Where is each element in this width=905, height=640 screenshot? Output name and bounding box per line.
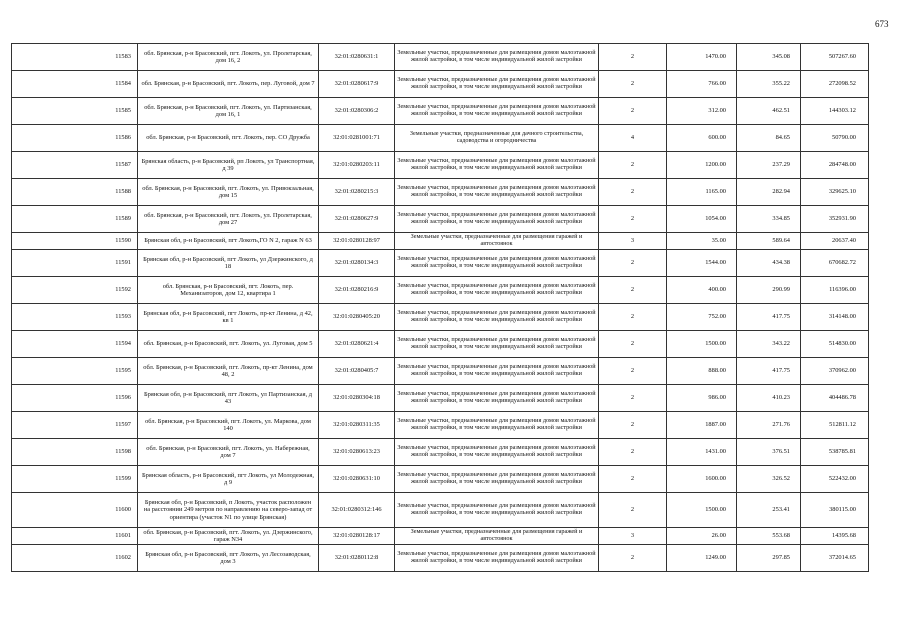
cadastral-number-cell: 32:01:0280613:23 (319, 439, 395, 466)
page-number: 673 (875, 19, 889, 29)
cadastral-value-cell: 116396.00 (801, 277, 869, 304)
land-use-cell: Земельные участки, предназначенные для дачного строительства, садоводства и огородничества (395, 125, 599, 152)
address-cell: обл. Брянская, р-н Брасовский, пгт. Локоть, пр-кт Ленина, дом 48, 2 (138, 358, 319, 385)
area-cell: 1431.00 (667, 439, 737, 466)
group-cell: 2 (599, 385, 667, 412)
cadastral-number-cell: 32:01:0280203:11 (319, 152, 395, 179)
area-cell: 26.00 (667, 528, 737, 545)
cadastral-value-cell: 404486.78 (801, 385, 869, 412)
land-use-cell: Земельные участки, предназначенные для размещения домов малоэтажной жилой застройки, в том числе индивидуальной жилой застройки (395, 493, 599, 528)
specific-value-cell: 589.64 (737, 233, 801, 250)
group-cell: 2 (599, 71, 667, 98)
table-row (12, 71, 869, 98)
specific-value-cell: 271.76 (737, 412, 801, 439)
cadastral-value-cell: 670682.72 (801, 250, 869, 277)
address-cell: обл. Брянская, р-н Брасовский, пгт. Локоть, ул. Привокзальная, дом 15 (138, 179, 319, 206)
group-cell: 2 (599, 98, 667, 125)
specific-value-cell: 343.22 (737, 331, 801, 358)
cadastral-number-cell: 32:01:0280128:97 (319, 233, 395, 250)
land-use-cell: Земельные участки, предназначенные для размещения домов малоэтажной жилой застройки, в том числе индивидуальной жилой застройки (395, 385, 599, 412)
cadastral-number-cell: 32:01:0280621:4 (319, 331, 395, 358)
area-cell: 400.00 (667, 277, 737, 304)
table-row (12, 528, 869, 545)
table-row (12, 493, 869, 528)
land-use-cell: Земельные участки, предназначенные для размещения домов малоэтажной жилой застройки, в том числе индивидуальной жилой застройки (395, 331, 599, 358)
specific-value-cell: 417.75 (737, 358, 801, 385)
cadastral-number-cell: 32:01:0280405:20 (319, 304, 395, 331)
area-cell: 1600.00 (667, 466, 737, 493)
row-number-cell: 11587 (12, 152, 138, 179)
area-cell: 35.00 (667, 233, 737, 250)
land-use-cell: Земельные участки, предназначенные для размещения домов малоэтажной жилой застройки, в том числе индивидуальной жилой застройки (395, 250, 599, 277)
group-cell: 3 (599, 528, 667, 545)
land-use-cell: Земельные участки, предназначенные для размещения домов малоэтажной жилой застройки, в том числе индивидуальной жилой застройки (395, 206, 599, 233)
land-registry-table (11, 43, 869, 572)
specific-value-cell: 376.51 (737, 439, 801, 466)
cadastral-value-cell: 314148.00 (801, 304, 869, 331)
land-use-cell: Земельные участки, предназначенные для размещения гаражей и автостоянок (395, 233, 599, 250)
address-cell: Брянская область, р-н Брасовский, рп Локоть, ул Транспортная, д 39 (138, 152, 319, 179)
specific-value-cell: 326.52 (737, 466, 801, 493)
cadastral-number-cell: 32:01:0280627:9 (319, 206, 395, 233)
group-cell: 2 (599, 331, 667, 358)
table-row (12, 545, 869, 572)
cadastral-number-cell: 32:01:0280617:9 (319, 71, 395, 98)
area-cell: 600.00 (667, 125, 737, 152)
cadastral-value-cell: 512811.12 (801, 412, 869, 439)
group-cell: 2 (599, 493, 667, 528)
table-row (12, 44, 869, 71)
address-cell: Брянская обл, р-н Брасовский, пгт Локоть, ул Лесозаводская, дом 3 (138, 545, 319, 572)
area-cell: 1200.00 (667, 152, 737, 179)
area-cell: 1500.00 (667, 331, 737, 358)
area-cell: 1054.00 (667, 206, 737, 233)
cadastral-number-cell: 32:01:0280306:2 (319, 98, 395, 125)
table-row (12, 304, 869, 331)
specific-value-cell: 84.65 (737, 125, 801, 152)
land-use-cell: Земельные участки, предназначенные для размещения гаражей и автостоянок (395, 528, 599, 545)
row-number-cell: 11601 (12, 528, 138, 545)
cadastral-number-cell: 32:01:0280304:18 (319, 385, 395, 412)
group-cell: 2 (599, 206, 667, 233)
table-row (12, 98, 869, 125)
land-use-cell: Земельные участки, предназначенные для размещения домов малоэтажной жилой застройки, в том числе индивидуальной жилой застройки (395, 152, 599, 179)
group-cell: 2 (599, 179, 667, 206)
cadastral-value-cell: 272098.52 (801, 71, 869, 98)
area-cell: 766.00 (667, 71, 737, 98)
specific-value-cell: 237.29 (737, 152, 801, 179)
land-use-cell: Земельные участки, предназначенные для размещения домов малоэтажной жилой застройки, в том числе индивидуальной жилой застройки (395, 304, 599, 331)
row-number-cell: 11598 (12, 439, 138, 466)
group-cell: 2 (599, 152, 667, 179)
area-cell: 752.00 (667, 304, 737, 331)
cadastral-value-cell: 20637.40 (801, 233, 869, 250)
land-use-cell: Земельные участки, предназначенные для размещения домов малоэтажной жилой застройки, в том числе индивидуальной жилой застройки (395, 358, 599, 385)
table-row (12, 385, 869, 412)
address-cell: обл. Брянская, р-н Брасовский, пгт. Локоть, пер. СО Дружба (138, 125, 319, 152)
row-number-cell: 11595 (12, 358, 138, 385)
address-cell: обл. Брянская, р-н Брасовский, пгт. Локоть, ул. Маркова, дом 140 (138, 412, 319, 439)
area-cell: 1500.00 (667, 493, 737, 528)
cadastral-number-cell: 32:01:0280134:3 (319, 250, 395, 277)
address-cell: Брянская обл, р-н Брасовский, пгт Локоть, пр-кт Ленина, д 42, кв 1 (138, 304, 319, 331)
area-cell: 1544.00 (667, 250, 737, 277)
row-number-cell: 11593 (12, 304, 138, 331)
land-use-cell: Земельные участки, предназначенные для размещения домов малоэтажной жилой застройки, в том числе индивидуальной жилой застройки (395, 439, 599, 466)
cadastral-value-cell: 329625.10 (801, 179, 869, 206)
cadastral-value-cell: 514830.00 (801, 331, 869, 358)
row-number-cell: 11599 (12, 466, 138, 493)
address-cell: обл. Брянская, р-н Брасовский, пгт. Локоть, пер. Луговой, дом 7 (138, 71, 319, 98)
land-use-cell: Земельные участки, предназначенные для размещения домов малоэтажной жилой застройки, в том числе индивидуальной жилой застройки (395, 466, 599, 493)
cadastral-value-cell: 380115.00 (801, 493, 869, 528)
row-number-cell: 11591 (12, 250, 138, 277)
cadastral-number-cell: 32:01:0280311:35 (319, 412, 395, 439)
cadastral-number-cell: 32:01:0280215:3 (319, 179, 395, 206)
group-cell: 2 (599, 466, 667, 493)
cadastral-number-cell: 32:01:0280631:10 (319, 466, 395, 493)
land-use-cell: Земельные участки, предназначенные для размещения домов малоэтажной жилой застройки, в том числе индивидуальной жилой застройки (395, 179, 599, 206)
land-use-cell: Земельные участки, предназначенные для размещения домов малоэтажной жилой застройки, в том числе индивидуальной жилой застройки (395, 71, 599, 98)
address-cell: обл. Брянская, р-н Брасовский, пгт. Локоть, ул. Дзержинского, гараж N34 (138, 528, 319, 545)
area-cell: 1887.00 (667, 412, 737, 439)
group-cell: 3 (599, 233, 667, 250)
row-number-cell: 11584 (12, 71, 138, 98)
land-use-cell: Земельные участки, предназначенные для размещения домов малоэтажной жилой застройки, в том числе индивидуальной жилой застройки (395, 412, 599, 439)
group-cell: 2 (599, 44, 667, 71)
specific-value-cell: 334.85 (737, 206, 801, 233)
group-cell: 2 (599, 358, 667, 385)
table-row (12, 233, 869, 250)
specific-value-cell: 282.94 (737, 179, 801, 206)
row-number-cell: 11583 (12, 44, 138, 71)
area-cell: 1470.00 (667, 44, 737, 71)
group-cell: 2 (599, 250, 667, 277)
cadastral-value-cell: 284748.00 (801, 152, 869, 179)
area-cell: 888.00 (667, 358, 737, 385)
cadastral-value-cell: 352931.90 (801, 206, 869, 233)
address-cell: обл. Брянская, р-н Брасовский, пгт. Локоть, ул. Пролетарская, дом 16, 2 (138, 44, 319, 71)
table-row (12, 277, 869, 304)
row-number-cell: 11586 (12, 125, 138, 152)
table-row (12, 250, 869, 277)
specific-value-cell: 290.99 (737, 277, 801, 304)
specific-value-cell: 410.23 (737, 385, 801, 412)
address-cell: Брянская обл, р-н Брасовский, пгт Локоть,ГО N 2, гараж N 63 (138, 233, 319, 250)
address-cell: обл. Брянская, р-н Брасовский, пгт. Локоть, ул. Набережная, дом 7 (138, 439, 319, 466)
table-row (12, 206, 869, 233)
land-use-cell: Земельные участки, предназначенные для размещения домов малоэтажной жилой застройки, в том числе индивидуальной жилой застройки (395, 277, 599, 304)
table-row (12, 152, 869, 179)
specific-value-cell: 417.75 (737, 304, 801, 331)
area-cell: 1165.00 (667, 179, 737, 206)
group-cell: 2 (599, 545, 667, 572)
specific-value-cell: 345.08 (737, 44, 801, 71)
area-cell: 986.00 (667, 385, 737, 412)
address-cell: Брянская обл, р-н Брасовский, пгт Локоть, ул Дзержинского, д 18 (138, 250, 319, 277)
row-number-cell: 11592 (12, 277, 138, 304)
group-cell: 2 (599, 412, 667, 439)
cadastral-number-cell: 32:01:0281001:71 (319, 125, 395, 152)
group-cell: 2 (599, 304, 667, 331)
address-cell: обл. Брянская, р-н Брасовский, пгт. Локоть, пер. Механизаторов, дом 12, квартира 1 (138, 277, 319, 304)
row-number-cell: 11600 (12, 493, 138, 528)
land-use-cell: Земельные участки, предназначенные для размещения домов малоэтажной жилой застройки, в том числе индивидуальной жилой застройки (395, 98, 599, 125)
cadastral-value-cell: 538785.81 (801, 439, 869, 466)
row-number-cell: 11597 (12, 412, 138, 439)
cadastral-value-cell: 50790.00 (801, 125, 869, 152)
table-row (12, 412, 869, 439)
cadastral-number-cell: 32:01:0280216:9 (319, 277, 395, 304)
specific-value-cell: 462.51 (737, 98, 801, 125)
specific-value-cell: 297.85 (737, 545, 801, 572)
address-cell: обл. Брянская, р-н Брасовский, пгт. Локоть, ул. Партизанская, дом 16, 1 (138, 98, 319, 125)
land-use-cell: Земельные участки, предназначенные для размещения домов малоэтажной жилой застройки, в том числе индивидуальной жилой застройки (395, 545, 599, 572)
group-cell: 2 (599, 439, 667, 466)
group-cell: 2 (599, 277, 667, 304)
row-number-cell: 11596 (12, 385, 138, 412)
specific-value-cell: 434.38 (737, 250, 801, 277)
cadastral-value-cell: 372014.65 (801, 545, 869, 572)
table-row (12, 125, 869, 152)
table-row (12, 466, 869, 493)
area-cell: 1249.00 (667, 545, 737, 572)
specific-value-cell: 355.22 (737, 71, 801, 98)
address-cell: обл. Брянская, р-н Брасовский, пгт. Локоть, ул. Пролетарская, дом 27 (138, 206, 319, 233)
specific-value-cell: 253.41 (737, 493, 801, 528)
row-number-cell: 11585 (12, 98, 138, 125)
area-cell: 312.00 (667, 98, 737, 125)
table-row (12, 439, 869, 466)
cadastral-number-cell: 32:01:0280631:1 (319, 44, 395, 71)
row-number-cell: 11594 (12, 331, 138, 358)
table-row (12, 358, 869, 385)
specific-value-cell: 553.68 (737, 528, 801, 545)
cadastral-number-cell: 32:01:0280312:146 (319, 493, 395, 528)
row-number-cell: 11589 (12, 206, 138, 233)
cadastral-value-cell: 370962.00 (801, 358, 869, 385)
land-use-cell: Земельные участки, предназначенные для размещения домов малоэтажной жилой застройки, в том числе индивидуальной жилой застройки (395, 44, 599, 71)
group-cell: 4 (599, 125, 667, 152)
address-cell: обл. Брянская, р-н Брасовский, пгт. Локоть, ул. Луговая, дом 5 (138, 331, 319, 358)
row-number-cell: 11588 (12, 179, 138, 206)
cadastral-value-cell: 522432.00 (801, 466, 869, 493)
address-cell: Брянская обл, р-н Брасовский, п Локоть, участок расположен на расстоянии 249 метров по направлению на северо-запад от ориентира (участок N1 по улице Брянская) (138, 493, 319, 528)
cadastral-number-cell: 32:01:0280405:7 (319, 358, 395, 385)
table-row (12, 331, 869, 358)
cadastral-value-cell: 507267.60 (801, 44, 869, 71)
cadastral-value-cell: 144303.12 (801, 98, 869, 125)
row-number-cell: 11602 (12, 545, 138, 572)
address-cell: Брянская обл, р-н Брасовский, пгт Локоть, ул Партизанская, д 43 (138, 385, 319, 412)
cadastral-value-cell: 14395.68 (801, 528, 869, 545)
address-cell: Брянская область, р-н Брасовский, пгт Локоть, ул Молодежная, д 9 (138, 466, 319, 493)
cadastral-number-cell: 32:01:0280128:17 (319, 528, 395, 545)
table-row (12, 179, 869, 206)
cadastral-number-cell: 32:01:0280112:8 (319, 545, 395, 572)
row-number-cell: 11590 (12, 233, 138, 250)
